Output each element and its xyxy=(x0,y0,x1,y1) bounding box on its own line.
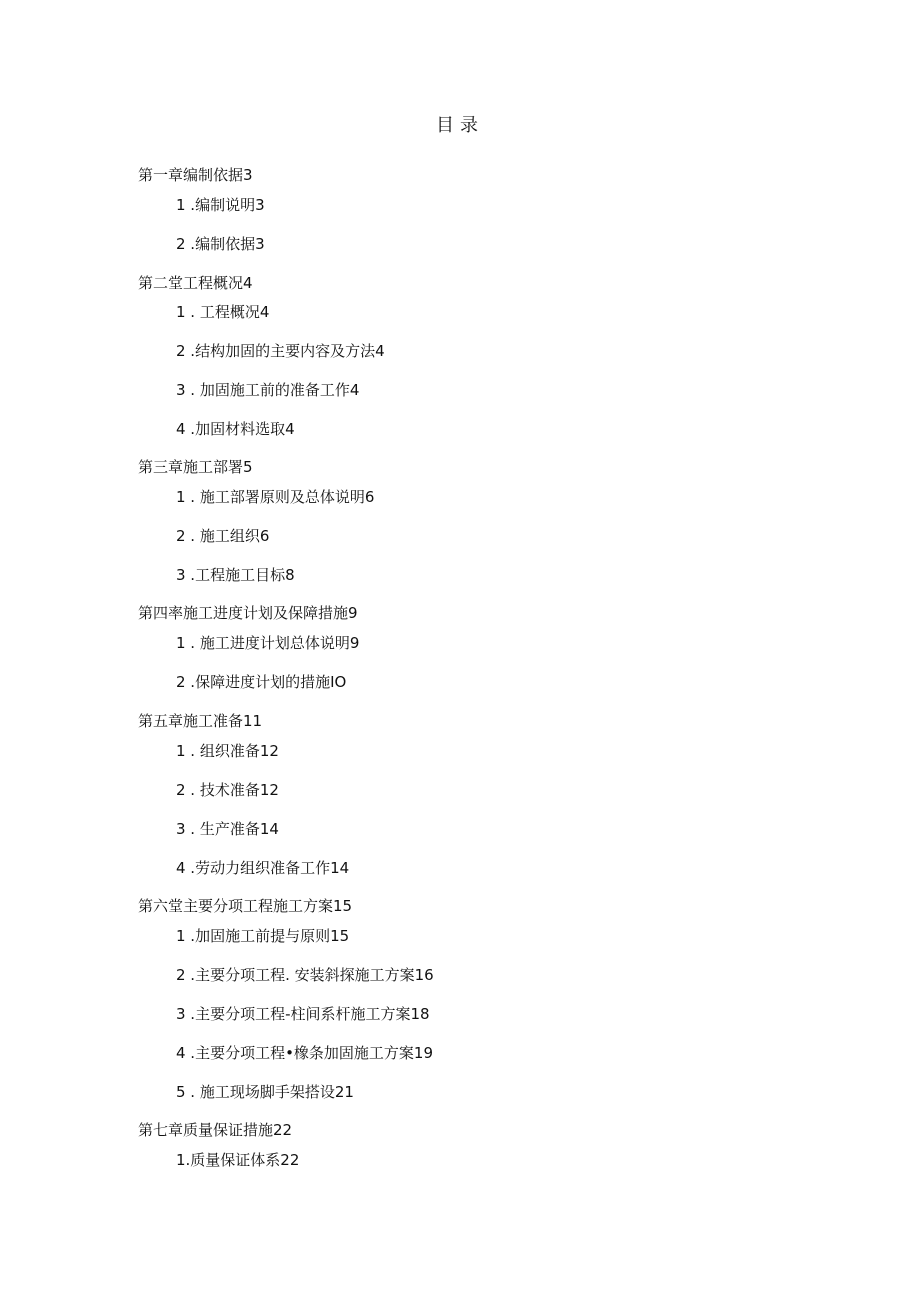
toc-section: 1 . 施工进度计划总体说明9 xyxy=(176,634,360,652)
toc-section: 2 . 技术准备12 xyxy=(176,781,279,799)
toc-chapter: 第五章施工准备11 xyxy=(138,712,263,730)
toc-chapter: 第一章编制依据3 xyxy=(138,166,253,184)
toc-section: 2 .编制依据3 xyxy=(176,235,265,253)
toc-section: 3 .工程施工目标8 xyxy=(176,566,295,584)
toc-section: 2 .主要分项工程. 安装斜探施工方案16 xyxy=(176,966,434,984)
toc-section: 2 . 施工组织6 xyxy=(176,527,270,545)
toc-section: 1 .编制说明3 xyxy=(176,196,265,214)
toc-title: 目录 xyxy=(436,115,484,136)
toc-chapter: 第七章质量保证措施22 xyxy=(138,1121,293,1139)
toc-chapter: 第三章施工部署5 xyxy=(138,458,253,476)
toc-section: 3 .主要分项工程-柱间系杆施工方案18 xyxy=(176,1005,430,1023)
toc-section: 5 . 施工现场脚手架搭设21 xyxy=(176,1083,354,1101)
toc-chapter: 第二堂工程概况4 xyxy=(138,274,253,292)
toc-section: 2 .保障进度计划的措施IO xyxy=(176,673,347,691)
toc-section: 1 . 工程概况4 xyxy=(176,303,270,321)
toc-section: 4 .劳动力组织准备工作14 xyxy=(176,859,350,877)
toc-section: 4 .加固材料选取4 xyxy=(176,420,295,438)
toc-section: 1 . 施工部署原则及总体说明6 xyxy=(176,488,375,506)
toc-section: 3 . 加固施工前的准备工作4 xyxy=(176,381,360,399)
toc-section: 4 .主要分项工程•橡条加固施工方案19 xyxy=(176,1044,434,1062)
toc-section: 1 . 组织准备12 xyxy=(176,742,279,760)
toc-chapter: 第六堂主要分项工程施工方案15 xyxy=(138,897,353,915)
toc-section: 2 .结构加固的主要内容及方法4 xyxy=(176,342,385,360)
toc-section: 3 . 生产准备14 xyxy=(176,820,279,838)
toc-section: 1 .加固施工前提与原则15 xyxy=(176,927,350,945)
toc-chapter: 第四率施工进度计划及保障措施9 xyxy=(138,604,358,622)
toc-section: 1.质量保证体系22 xyxy=(176,1151,300,1169)
